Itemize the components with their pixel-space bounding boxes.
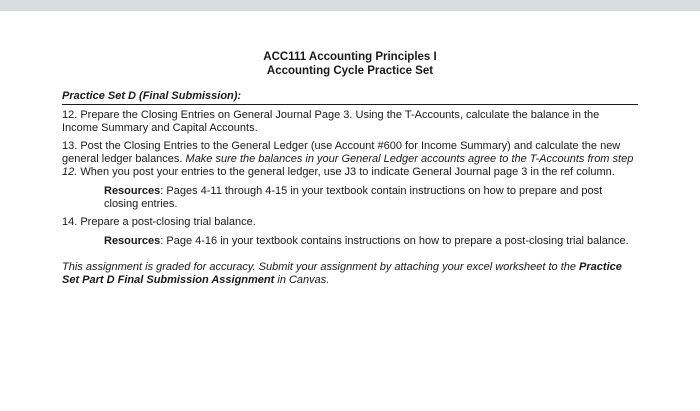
resources-note-13 — [104, 185, 638, 211]
document-title — [62, 50, 638, 78]
resources-label: Resources — [104, 185, 161, 197]
item-13-text: 13. Post the Closing Entries to the General Ledger (use Account #600 for Income Summary) and calculate the new general ledger balances. — [62, 140, 621, 165]
course-title: ACC111 Accounting Principles I — [263, 51, 437, 63]
assignment-name: Practice Set Part D Final Submission Assignment — [62, 261, 622, 286]
section-heading: Practice Set D (Final Submission): — [62, 90, 638, 105]
instruction-item-14: 14. Prepare a post-closing trial balance. — [62, 216, 256, 228]
item-13-emphasis: Make sure the balances in your General Ledger accounts agree to the T-Accounts from step 12. — [62, 153, 634, 178]
item-13-text-end: When you post your entries to the general ledger, use J3 to indicate General Journal page 3 in the ref column. — [77, 166, 615, 178]
resources-note-14 — [104, 235, 638, 248]
instruction-item-13 — [62, 140, 638, 179]
resources-label: Resources — [104, 235, 161, 247]
document-page — [62, 50, 638, 287]
note-text-end: in Canvas. — [274, 274, 330, 286]
resources-text: : Page 4-16 in your textbook contains instructions on how to prepare a post-closing trial balance. — [160, 235, 629, 247]
top-toolbar-strip — [0, 0, 700, 11]
resources-text: : Pages 4-11 through 4-15 in your textbook contain instructions on how to prepare and post closing entries. — [104, 185, 603, 210]
submission-note — [62, 261, 638, 287]
practice-set-title: Accounting Cycle Practice Set — [266, 65, 434, 77]
note-text: This assignment is graded for accuracy. Submit your assignment by attaching your excel worksheet to the — [62, 261, 580, 273]
instruction-item-12: 12. Prepare the Closing Entries on General Journal Page 3. Using the T-Accounts, calculate the balance in the Income Summary and Capital Accounts. — [62, 109, 600, 134]
